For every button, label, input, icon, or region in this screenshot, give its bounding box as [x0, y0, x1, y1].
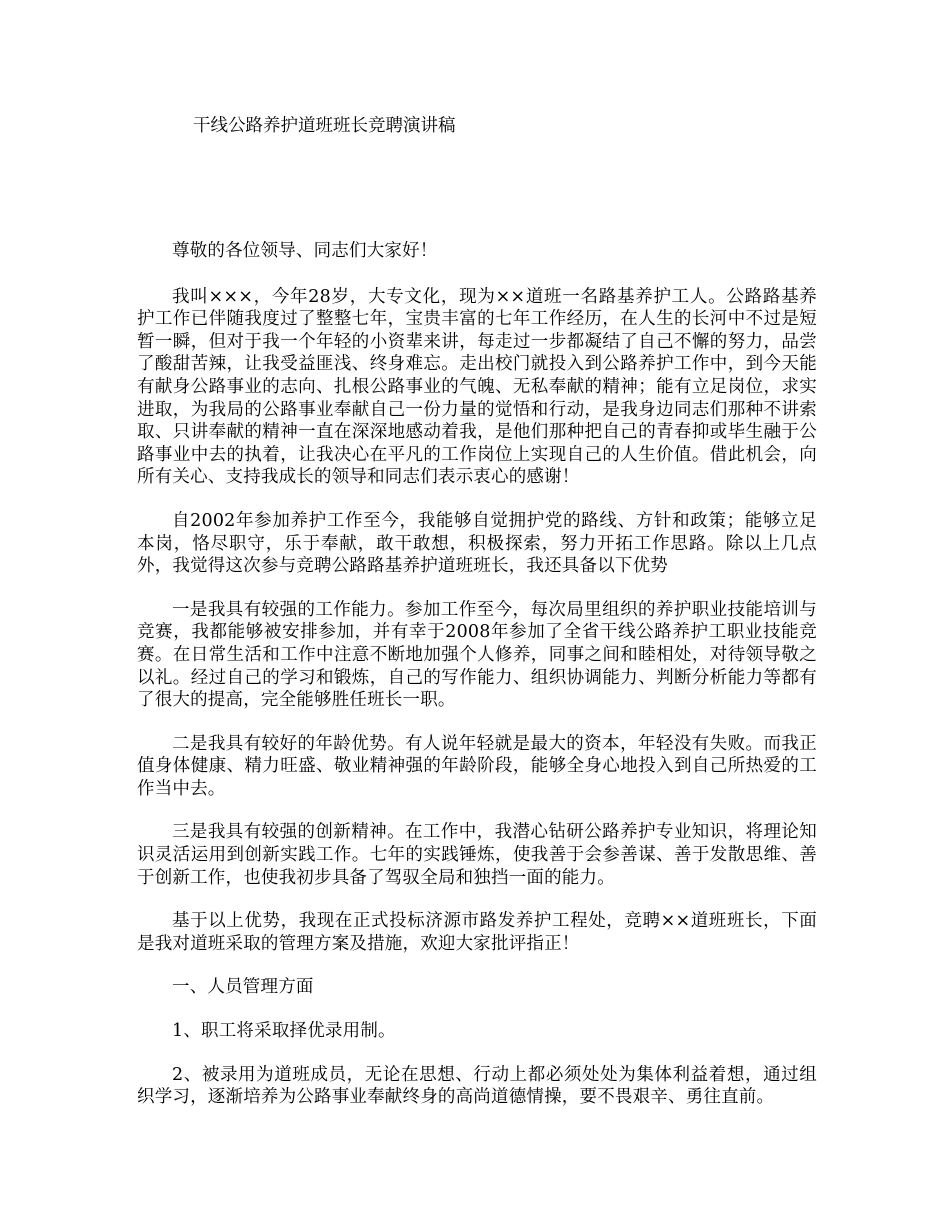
- paragraph-advantage-age: 二是我具有较好的年龄优势。有人说年轻就是最大的资本，年轻没有失败。而我正值身体健康、精力旺盛、敬业精神强的年龄阶段，能够全身心地投入到自己所热爱的工作当中去。: [137, 733, 817, 799]
- paragraph-work-history: 自2002年参加养护工作至今，我能够自觉拥护党的路线、方针和政策；能够立足本岗，恪尽职守，乐于奉献，敢干敢想，积极探索，努力开拓工作思路。除以上几点外，我觉得这次参与竞聘公路路基养护道班班长，我还具备以下优势: [137, 510, 817, 577]
- paragraph-advantage-innovation: 三是我具有较强的创新精神。在工作中，我潜心钻研公路养护专业知识，将理论知识灵活运用到创新实践工作。七年的实践锤炼，使我善于会参善谋、善于发散思维、善于创新工作，也使我初步具备了驾驭全局和独挡一面的能力。: [137, 822, 817, 888]
- section-heading-personnel: 一、人员管理方面: [172, 977, 314, 998]
- document-title: 干线公路养护道班班长竞聘演讲稿: [193, 116, 456, 136]
- list-item-2: 2、被录用为道班成员，无论在思想、行动上都必须处处为集体利益着想，通过组织学习，逐渐培养为公路事业奉献终身的高尚道德情操，要不畏艰辛、勇往直前。: [137, 1064, 817, 1108]
- paragraph-greeting: 尊敬的各位领导、同志们大家好！: [172, 241, 438, 261]
- paragraph-advantage-ability: 一是我具有较强的工作能力。参加工作至今，每次局里组织的养护职业技能培训与竞赛，我都能够被安排参加，并有幸于2008年参加了全省干线公路养护工职业技能竞赛。在日常生活和工作中注意不断地加强个人修养，同事之间和睦相处，对待领导敬之以礼。经过自己的学习和锻炼，自己的写作能力、组织协调能力、判断分析能力等都有了很大的提高，完全能够胜任班长一职。: [137, 599, 817, 711]
- paragraph-self-introduction: 我叫×××，今年28岁，大专文化，现为××道班一名路基养护工人。公路路基养护工作已伴随我度过了整整七年，宝贵丰富的七年工作经历，在人生的长河中不过是短暂一瞬，但对于我一个年轻的小资辈来讲，每走过一步都凝结了自己不懈的努力，品尝了酸甜苦辣，让我受益匪浅、终身难忘。走出校门就投入到公路养护工作中，到今天能有献身公路事业的志向、扎根公路事业的气魄、无私奉献的精神；能有立足岗位，求实进取，为我局的公路事业奉献自己一份力量的觉悟和行动，是我身边同志们那种不讲索取、只讲奉献的精神一直在深深地感动着我，是他们那种把自己的青春抑或毕生融于公路事业中去的执着，让我决心在平凡的工作岗位上实现自己的人生价值。借此机会，向所有关心、支持我成长的领导和同志们表示衷心的感谢！: [137, 286, 817, 488]
- document-body: [137, 240, 817, 1130]
- paragraph-bid-statement: 基于以上优势，我现在正式投标济源市路发养护工程处，竞聘××道班班长，下面是我对道班采取的管理方案及措施，欢迎大家批评指正！: [137, 911, 817, 954]
- list-item-1: 1、职工将采取择优录用制。: [172, 1021, 396, 1042]
